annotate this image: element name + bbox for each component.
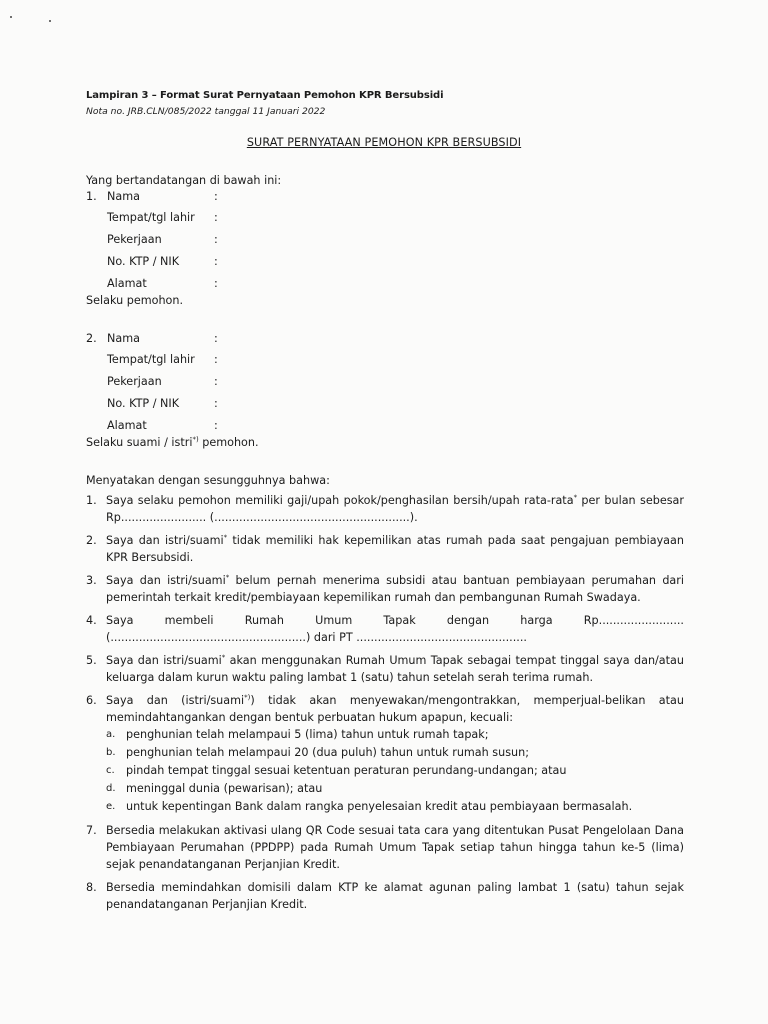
exception-text: untuk kepentingan Bank dalam rangka penyelesaian kredit atau pembiayaan bermasalah. [126, 800, 633, 813]
item-text: Saya dan istri/suami [106, 654, 222, 667]
block-number: 2. [86, 332, 97, 345]
exception-item [106, 798, 684, 816]
item-text: akan menggunakan Rumah Umum Tapak sebagai tempat tinggal saya dan/atau keluarga dalam kurun waktu paling lambat 1 (satu) tahun setelah serah terima rumah. [106, 654, 684, 684]
item-number: 8. [86, 881, 97, 894]
exception-item [106, 726, 684, 744]
exception-item [106, 762, 684, 780]
exception-text: penghunian telah melampaui 5 (lima) tahun untuk rumah tapak; [126, 728, 489, 741]
statement-item [86, 692, 684, 816]
exception-letter: a. [106, 729, 116, 740]
item-text: Bersedia melakukan aktivasi ulang QR Code sesuai tata cara yang ditentukan Pusat Pengelolaan Dana Pembiayaan Perumahan (PPDPP) pada Rumah Umum Tapak setiap tahun hingga tahun ke-5 (lima) sejak penandatanganan Perjanjian Kredit. [106, 824, 684, 871]
field-colon: : [214, 255, 218, 268]
statement-intro: Menyatakan dengan sesungguhnya bahwa: [86, 474, 330, 487]
exception-letter: d. [106, 783, 116, 794]
item-number: 7. [86, 824, 97, 837]
statement-item [86, 612, 684, 646]
item-number: 6. [86, 694, 97, 707]
statement-item [86, 822, 684, 873]
field-colon: : [214, 277, 218, 290]
item-text: Saya membeli Rumah Umum Tapak dengan harga Rp........................ (.......................................................) dari PT ................................................ [106, 614, 684, 644]
field-label-name: Nama [107, 332, 140, 345]
field-colon: : [214, 233, 218, 246]
item-number: 2. [86, 534, 97, 547]
item-text: Saya dan istri/suami [106, 574, 226, 587]
footnote-mark: * [573, 493, 578, 502]
statement-item [86, 572, 684, 606]
field-label-address: Alamat [107, 277, 147, 290]
statement-item [86, 879, 684, 913]
item-number: 5. [86, 654, 97, 667]
item-text: Saya selaku pemohon memiliki gaji/upah pokok/penghasilan bersih/upah rata-rata [106, 494, 574, 507]
footnote-mark: *) [192, 435, 199, 444]
exception-text: pindah tempat tinggal sesuai ketentuan peraturan perundang-undangan; atau [126, 764, 567, 777]
field-label-birth: Tempat/tgl lahir [107, 211, 195, 224]
footnote-mark: *) [244, 693, 251, 702]
statement-list [86, 492, 684, 919]
field-colon: : [214, 419, 218, 432]
exception-letter: e. [106, 801, 116, 812]
field-colon: : [214, 353, 218, 366]
footnote-mark: * [225, 573, 230, 582]
exception-item [106, 780, 684, 798]
scan-speck [49, 20, 51, 22]
scan-speck [10, 16, 12, 18]
item-text: Saya dan (istri/suami [106, 694, 245, 707]
field-colon: : [214, 190, 218, 203]
item-text: per bulan sebesar Rp........................ (.......................................................). [106, 494, 684, 524]
footnote-mark: * [221, 653, 226, 662]
intro-text: Yang bertandatangan di bawah ini: [86, 174, 282, 187]
statement-item [86, 652, 684, 686]
memo-reference: Nota no. JRB.CLN/085/2022 tanggal 11 Januari 2022 [86, 106, 326, 117]
role-text-part: Selaku suami / istri [86, 436, 193, 449]
field-label-id: No. KTP / NIK [107, 397, 180, 410]
exception-item [106, 744, 684, 762]
role-text: Selaku pemohon. [86, 294, 184, 307]
field-label-address: Alamat [107, 419, 147, 432]
field-colon: : [214, 375, 218, 388]
field-label-occupation: Pekerjaan [107, 233, 162, 246]
footnote-mark: * [223, 533, 228, 542]
exception-text: meninggal dunia (pewarisan); atau [126, 782, 323, 795]
item-text: Bersedia memindahkan domisili dalam KTP ke alamat agunan paling lambat 1 (satu) tahun sejak penandatanganan Perjanjian Kredit. [106, 881, 684, 911]
exception-letter: b. [106, 747, 116, 758]
item-number: 1. [86, 494, 97, 507]
role-text [86, 436, 259, 449]
document-title: SURAT PERNYATAAN PEMOHON KPR BERSUBSIDI [246, 136, 522, 149]
annex-heading: Lampiran 3 – Format Surat Pernyataan Pemohon KPR Bersubsidi [86, 90, 444, 101]
field-colon: : [214, 397, 218, 410]
exception-letter: c. [106, 765, 115, 776]
item-text: tidak memiliki hak kepemilikan atas rumah pada saat pengajuan pembiayaan KPR Bersubsidi. [106, 534, 684, 564]
exception-text: penghunian telah melampaui 20 (dua puluh) tahun untuk rumah susun; [126, 746, 530, 759]
item-text: Saya dan istri/suami [106, 534, 224, 547]
item-text: belum pernah menerima subsidi atau bantuan pembiayaan perumahan dari pemerintah terkait kredit/pembiayaan kepemilikan rumah dan pembangunan Rumah Swadaya. [106, 574, 684, 604]
field-label-occupation: Pekerjaan [107, 375, 162, 388]
statement-item [86, 492, 684, 526]
field-label-birth: Tempat/tgl lahir [107, 353, 195, 366]
item-text: ) tidak akan menyewakan/mengontrakkan, memperjual-belikan atau memindahtangankan dengan bentuk perbuatan hukum apapun, kecuali: [106, 694, 684, 724]
field-label-name: Nama [107, 190, 140, 203]
item-number: 3. [86, 574, 97, 587]
field-label-id: No. KTP / NIK [107, 255, 180, 268]
block-number: 1. [86, 190, 97, 203]
item-number: 4. [86, 614, 97, 627]
statement-item [86, 532, 684, 566]
field-colon: : [214, 332, 218, 345]
field-colon: : [214, 211, 218, 224]
role-text-part: pemohon. [198, 436, 259, 449]
